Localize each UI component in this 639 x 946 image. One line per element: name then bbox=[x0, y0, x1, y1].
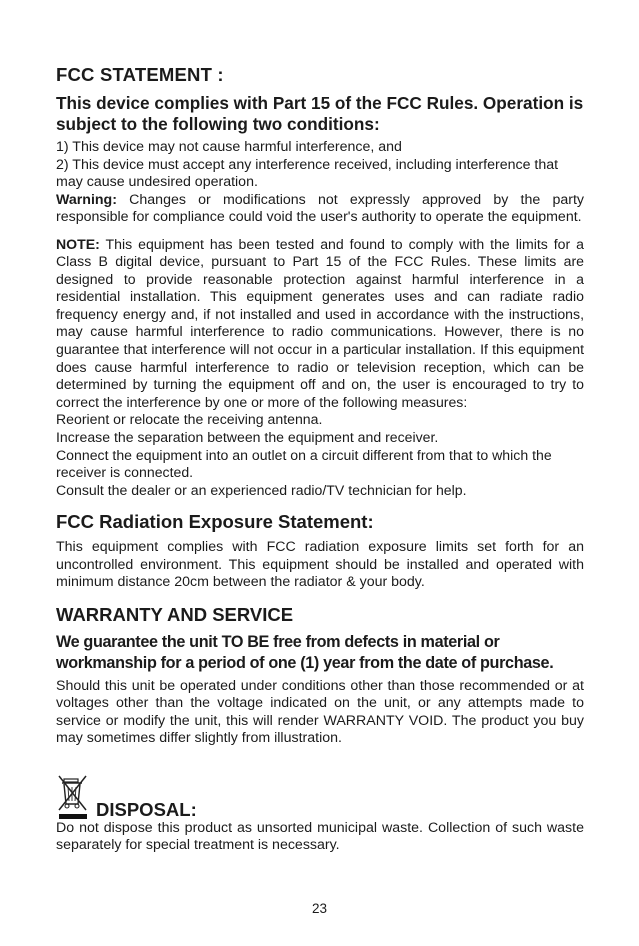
warning-text: Changes or modifications not expressly approved by the party responsible for compliance could void the user's authority to operate the equipment. bbox=[56, 191, 584, 225]
note-section bbox=[56, 236, 584, 500]
disposal-heading bbox=[56, 770, 584, 820]
radiation-exposure-text: This equipment complies with FCC radiation exposure limits set forth for an uncontrolled environment. This equipment should be installed and operated with minimum distance 20cm between the radiator & your body. bbox=[56, 539, 584, 591]
measure-item: Connect the equipment into an outlet on a circuit different from that to which the receiver is connected. bbox=[56, 446, 552, 481]
radiation-exposure-title: FCC Radiation Exposure Statement: bbox=[56, 511, 374, 533]
note-text: This equipment has been tested and found to comply with the limits for a Class B digital device, pursuant to Part 15 of the FCC Rules. These limits are designed to provide reasonable protection against harmful interference in a residential installation. This equipment generates uses and can radiate radio frequency energy and, if not installed and used in accordance with the instructions, may cause harmful interference to radio communications. However, there is no guarantee that interference will not occur in a particular installation. If this equipment does cause harmful interference to radio or television reception, which can be determined by turning the equipment off and on, the user is encouraged to try to correct the interference by one or more of the following measures: bbox=[56, 235, 584, 410]
fcc-condition-2: 2) This device must accept any interference received, including interference that may cause undesired operation. bbox=[56, 156, 559, 190]
note-label: NOTE: bbox=[56, 235, 100, 252]
fcc-statement-title: FCC STATEMENT : bbox=[56, 64, 224, 85]
disposal-text: Do not dispose this product as unsorted municipal waste. Collection of such waste separately for special treatment is necessary. bbox=[56, 819, 584, 854]
fcc-compliance-lead: This device complies with Part 15 of the FCC Rules. Operation is subject to the following two conditions: bbox=[56, 93, 584, 134]
fcc-warning bbox=[56, 192, 584, 227]
fcc-condition-1: 1) This device may not cause harmful interference, and bbox=[56, 139, 402, 155]
warranty-lead: We guarantee the unit TO BE free from defects in material or workmanship for a period of one (1) year from the date of purchase. bbox=[56, 632, 554, 672]
page-number: 23 bbox=[311, 901, 328, 916]
crossed-out-wheelie-bin-icon bbox=[56, 774, 90, 820]
note-paragraph bbox=[56, 236, 584, 412]
warning-label: Warning: bbox=[56, 191, 117, 208]
warranty-title: WARRANTY AND SERVICE bbox=[56, 603, 294, 625]
manual-page bbox=[56, 64, 584, 855]
measure-item: Consult the dealer or an experienced radio/TV technician for help. bbox=[56, 481, 467, 498]
warranty-text: Should this unit be operated under conditions other than those recommended or at voltages other than the voltage indicated on the unit, or any attempts made to service or modify the unit, this will render WARRANTY VOID. The product you buy may sometimes differ slightly from illustration. bbox=[56, 677, 584, 747]
measure-item: Increase the separation between the equipment and receiver. bbox=[56, 429, 439, 446]
disposal-title: DISPOSAL: bbox=[96, 798, 197, 820]
measure-item: Reorient or relocate the receiving antenna. bbox=[56, 411, 323, 428]
